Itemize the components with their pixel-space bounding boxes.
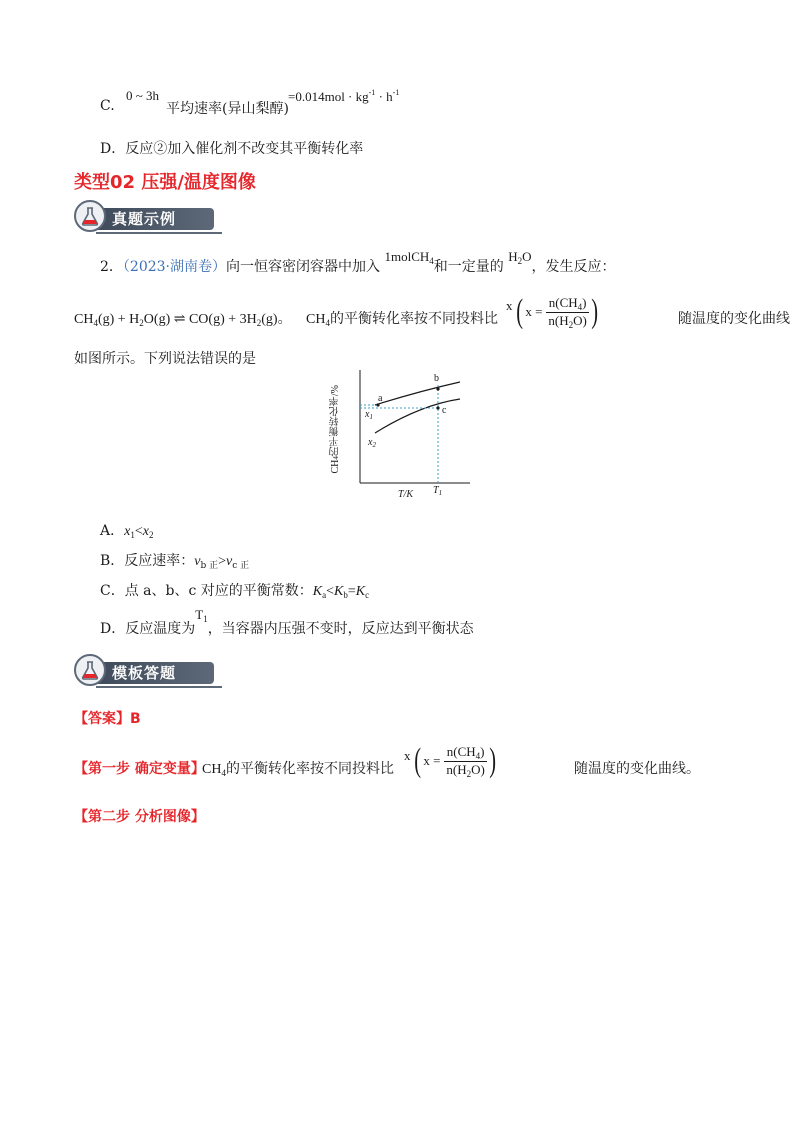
option-d: D．反应温度为$T_1$，当容器内压强不变时，反应达到平衡状态: [100, 607, 474, 637]
y-axis-label: CH4的平衡转化率/%: [330, 385, 341, 474]
ratio-expression: ( x = $\frac{n(CH_4)}{n(H_2O)}$ ): [516, 293, 598, 330]
step-1: [74, 738, 754, 784]
option-c-top: [100, 88, 500, 116]
point-b: [436, 387, 439, 390]
curve-text: 随温度的变化曲线: [678, 311, 790, 327]
conversion-figure: [330, 365, 480, 505]
water-formula: $H_2O$: [508, 249, 532, 266]
step-1-label: 【第一步 确定变量】: [74, 761, 205, 777]
badge-label: 模板答题: [112, 664, 177, 682]
badge-moban: [74, 654, 224, 686]
reaction-equation: $CH_4(g) + H_2O(g)$ ⇌ $CO(g) + 3H_2(g)$。: [74, 312, 292, 328]
label-a: a: [378, 393, 383, 404]
step-1-ratio-x: x: [404, 748, 411, 763]
option-letter: C.: [100, 98, 115, 114]
step-2-label: 【第二步 分析图像】: [74, 809, 205, 825]
label-b: b: [434, 373, 439, 384]
question-text-3: ，发生反应：: [531, 259, 616, 275]
question-source: （2023·湖南卷）: [122, 259, 227, 275]
step-1-text: $CH_4$的平衡转化率按不同投料比: [202, 761, 394, 778]
question-text: 向一恒容密闭容器中加入: [226, 259, 381, 275]
badge-label: 真题示例: [112, 210, 177, 228]
ratio-x: x: [506, 298, 513, 313]
conversion-text: $CH_4$的平衡转化率按不同投料比: [306, 311, 498, 328]
label-t1: $T_1$: [433, 485, 443, 497]
x-axis-label: T/K: [398, 489, 414, 500]
label-c: c: [442, 405, 447, 416]
option-a: A．$x_1<x_2$: [100, 523, 154, 540]
question-number: 2．: [100, 259, 123, 275]
answer-line: 【答案】B: [74, 711, 141, 727]
question-2-line-2: [74, 290, 790, 338]
curve-x2: [375, 399, 460, 433]
rate-value: $=0.014mol \cdot kg^{-1} \cdot h^{-1}$: [288, 88, 400, 104]
amount-ch4: 1molCH$_4$: [384, 249, 434, 266]
label-x1: $x_1$: [365, 409, 373, 421]
point-c: [436, 406, 439, 409]
badge-zhenti: [74, 200, 224, 232]
rate-label: 平均速率(异山梨醇): [166, 101, 289, 117]
flask-icon: [74, 200, 106, 232]
option-b: B．反应速率：$v_{b 正}>v_{c 正}$: [100, 553, 250, 571]
question-2-line-1: [100, 249, 740, 280]
section-heading: 类型02 压强/温度图像: [74, 172, 256, 193]
step-1-ratio: ( x = $\frac{n(CH_4)}{n(H_2O)}$ ): [414, 742, 496, 779]
question-2-line-3: 如图所示。下列说法错误的是: [74, 351, 256, 367]
question-text-2: 和一定量的: [433, 259, 504, 275]
option-c: C．点 a、b、c 对应的平衡常数：$K_a<K_b=K_c$: [100, 583, 370, 600]
flask-icon: [74, 654, 106, 686]
step-1-end: 随温度的变化曲线。: [574, 761, 700, 777]
time-range: 0 ~ 3h: [126, 88, 160, 103]
option-d-top: D．反应②加入催化剂不改变其平衡转化率: [100, 141, 364, 157]
label-x2: $x_2$: [368, 437, 376, 449]
figure-svg: [330, 365, 480, 505]
ratio-fraction: $\frac{n(CH_4)}{n(H_2O)}$: [548, 294, 587, 330]
